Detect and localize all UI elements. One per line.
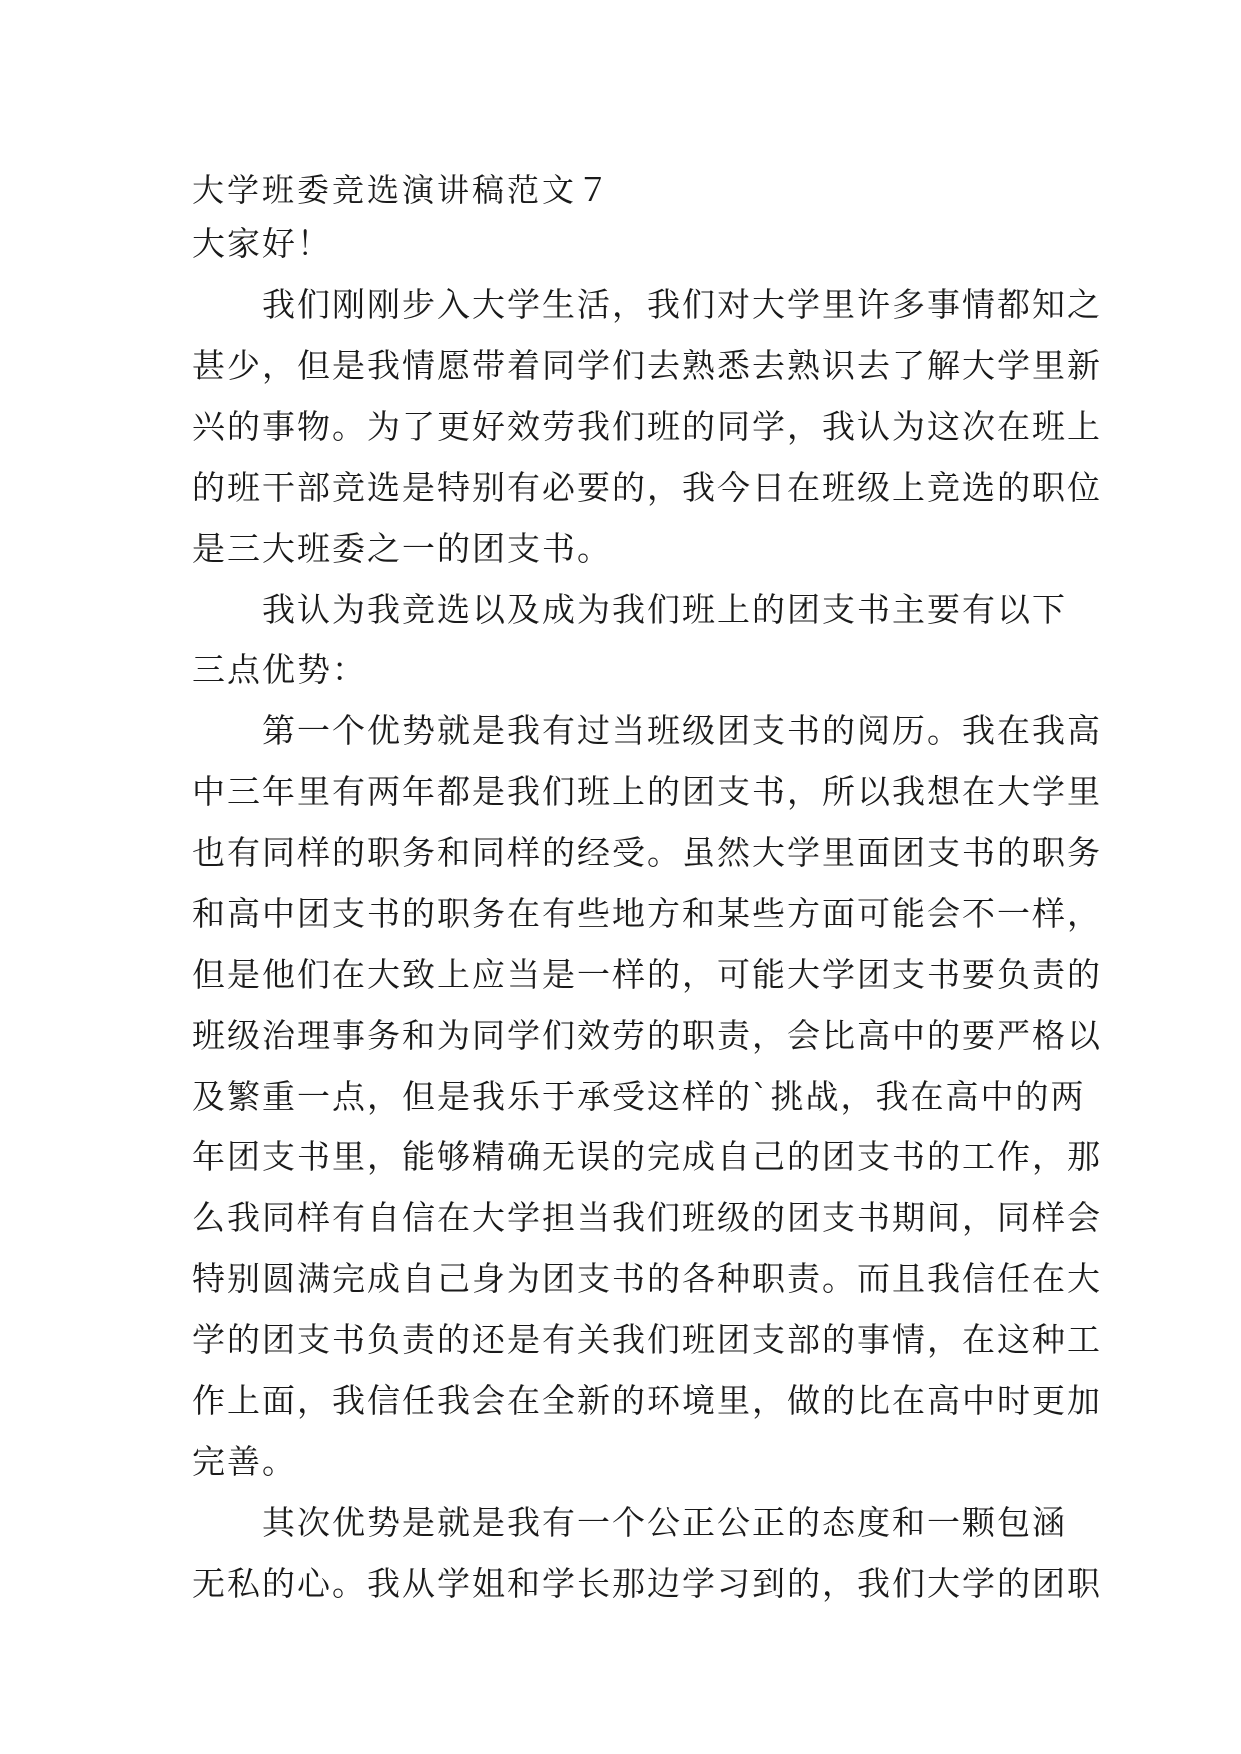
text-line: 甚少，但是我情愿带着同学们去熟悉去熟识去了解大学里新 [192,346,1102,385]
document-title: 大学班委竞选演讲稿范文７ [192,171,613,209]
text-line: 和高中团支书的职务在有些地方和某些方面可能会不一样， [192,894,1102,933]
text-line: 是三大班委之一的团支书。 [192,529,612,568]
text-line: 大家好！ [192,224,332,263]
text-line: 么我同样有自信在大学担当我们班级的团支书期间，同样会 [192,1198,1102,1237]
text-line: 兴的事物。为了更好效劳我们班的同学，我认为这次在班上 [192,407,1102,446]
text-line: 我认为我竞选以及成为我们班上的团支书主要有以下 [192,590,1067,629]
text-line: 及繁重一点，但是我乐于承受这样的`挑战，我在高中的两 [192,1077,1086,1116]
text-line: 特别圆满完成自己身为团支书的各种职责。而且我信任在大 [192,1259,1102,1298]
text-line: 但是他们在大致上应当是一样的，可能大学团支书要负责的 [192,955,1102,994]
text-line: 的班干部竞选是特别有必要的，我今日在班级上竞选的职位 [192,468,1102,507]
text-line: 也有同样的职务和同样的经受。虽然大学里面团支书的职务 [192,833,1102,872]
text-line: 完善。 [192,1442,297,1481]
text-line: 三点优势： [192,650,367,689]
text-line: 无私的心。我从学姐和学长那边学习到的，我们大学的团职 [192,1564,1102,1603]
text-line: 学的团支书负责的还是有关我们班团支部的事情，在这种工 [192,1320,1102,1359]
text-line: 年团支书里，能够精确无误的完成自己的团支书的工作，那 [192,1137,1102,1176]
text-line: 中三年里有两年都是我们班上的团支书，所以我想在大学里 [192,772,1102,811]
text-line: 作上面，我信任我会在全新的环境里，做的比在高中时更加 [192,1381,1102,1420]
text-line: 其次优势是就是我有一个公正公正的态度和一颗包涵 [192,1503,1067,1542]
text-line: 第一个优势就是我有过当班级团支书的阅历。我在我高 [192,711,1102,750]
text-line: 我们刚刚步入大学生活，我们对大学里许多事情都知之 [192,285,1102,324]
text-line: 班级治理事务和为同学们效劳的职责，会比高中的要严格以 [192,1016,1102,1055]
